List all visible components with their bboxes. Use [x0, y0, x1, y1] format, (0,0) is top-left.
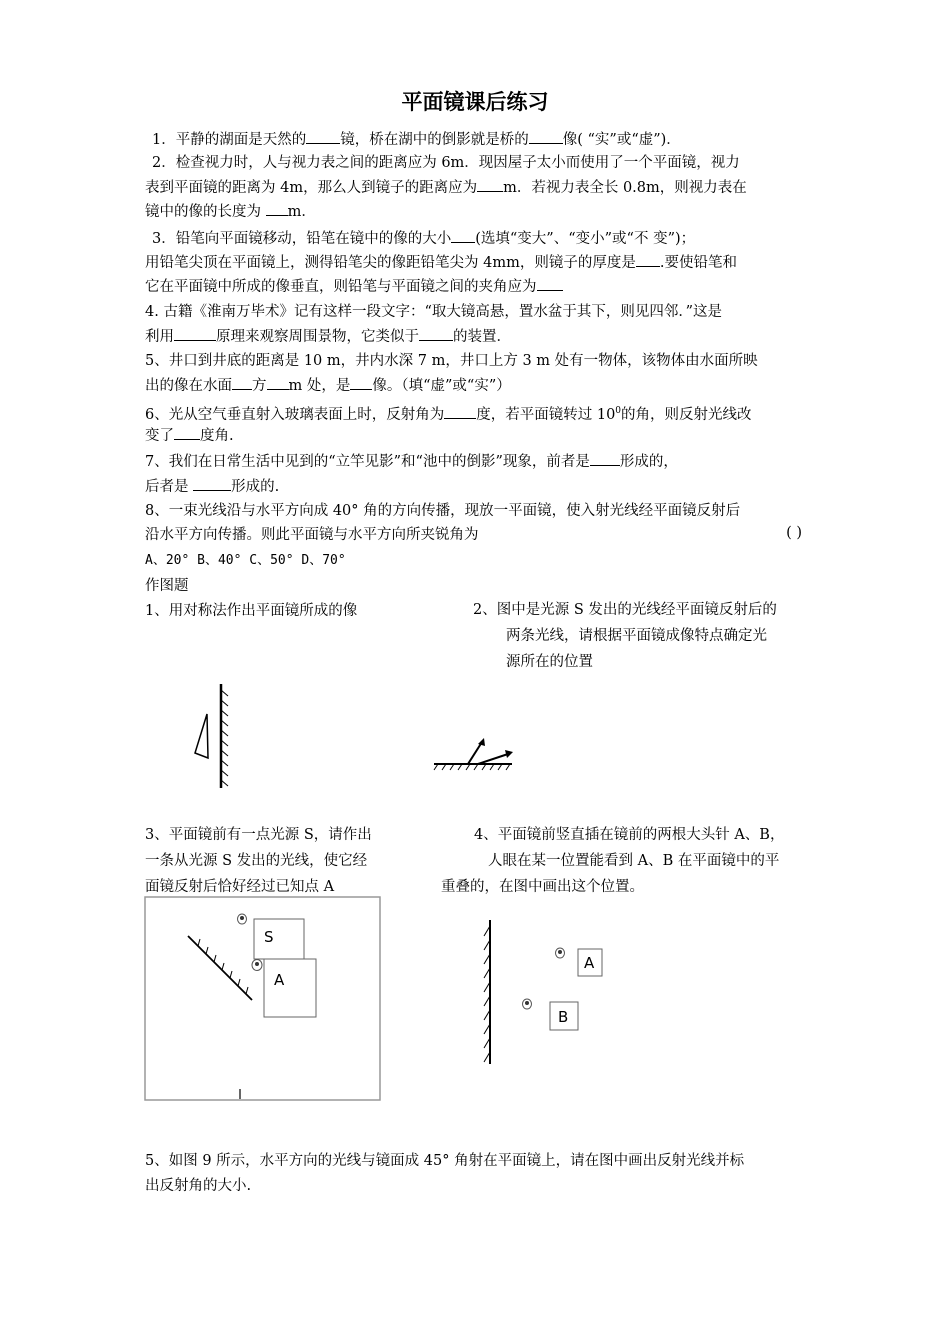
- task-2-line-3: 源所在的位置: [506, 654, 593, 670]
- q1-blank-1[interactable]: [306, 129, 340, 144]
- figure-1-mirror-triangle: [188, 682, 238, 792]
- task-3-line-2: 一条从光源 S 发出的光线，使它经: [145, 853, 368, 869]
- q7-blank-2[interactable]: [193, 476, 231, 491]
- label-s: S: [264, 928, 274, 946]
- question-4-line-1: 4. 古籍《淮南万毕术》记有这样一段文字：“取大镜高悬，置水盆于其下，则见四邻．”这是: [145, 304, 723, 320]
- question-5-line-1: 5、井口到井底的距离是 10 m，井内水深 7 m，井口上方 3 m 处有一物体，该物体由水面所映: [145, 353, 758, 369]
- q4-text-b: 原理来观察周围景物，它类似于: [216, 329, 419, 345]
- q6-text-a: 6、光从空气垂直射入玻璃表面上时，反射角为: [145, 406, 445, 423]
- q4-blank-2[interactable]: [419, 326, 453, 341]
- q5-text-d: 像。（填“虚”或“实”）: [372, 378, 511, 394]
- label-a: A: [584, 954, 595, 972]
- label-b: B: [558, 1008, 569, 1026]
- q6-text-c: 的角，则反射光线改: [621, 406, 752, 423]
- q6-superscript: 0: [615, 406, 622, 416]
- figure-4-pins: [476, 916, 606, 1066]
- drawing-task-5-line-2: 出反射角的大小.: [145, 1178, 252, 1194]
- question-8-options: A、20° B、40° C、50° D、70°: [145, 553, 346, 568]
- q3-text-c: 用铅笔尖顶在平面镜上，测得铅笔尖的像距铅笔尖为 4mm，则镜子的厚度是: [145, 255, 636, 271]
- label-a: A: [274, 971, 285, 989]
- task-4-line-2: 人眼在某一位置能看到 A、B 在平面镜中的平: [488, 853, 780, 869]
- q6-blank-1[interactable]: [444, 404, 476, 419]
- q7-text-d: 形成的.: [231, 479, 280, 495]
- reflected-ray-1: [468, 742, 482, 764]
- figure-2-reflected-rays: [432, 732, 522, 772]
- question-3-line-2: [145, 252, 737, 273]
- q5-text-b: 方: [252, 378, 267, 394]
- question-5-line-2: [145, 375, 511, 396]
- q7-text-b: 形成的，: [619, 454, 678, 470]
- q5-blank-2[interactable]: [267, 375, 289, 390]
- drawing-task-2: [473, 597, 777, 675]
- question-3-line-3: [145, 276, 563, 297]
- q5-blank-1[interactable]: [232, 375, 252, 390]
- point-a-marker: [252, 960, 262, 971]
- q2-blank-2[interactable]: [266, 201, 288, 216]
- question-6-line-2: [145, 425, 234, 446]
- q7-blank-1[interactable]: [590, 451, 620, 466]
- q1-text-a: 1．平静的湖面是天然的: [152, 132, 307, 148]
- drawing-task-1: 1、用对称法作出平面镜所成的像: [145, 603, 358, 619]
- q1-text-c: 像( “实”或“虚”)．: [562, 132, 681, 148]
- question-2-line-2: [145, 177, 747, 198]
- question-8-answer-bracket[interactable]: ( ): [786, 525, 802, 541]
- q1-text-b: 镜，桥在湖中的倒影就是桥的: [340, 132, 529, 148]
- q6-text-b: 度，若平面镜转过 10: [476, 406, 616, 423]
- q5-text-a: 出的像在水面: [145, 378, 232, 394]
- q7-text-c: 后者是: [145, 479, 194, 495]
- q2-text-d: m．: [287, 204, 316, 220]
- question-6-line-1: [145, 401, 752, 425]
- q3-blank-2[interactable]: [636, 252, 660, 267]
- question-8-line-2: 沿水平方向传播。则此平面镜与水平方向所夹锐角为: [145, 527, 479, 543]
- label-box-s: [254, 919, 304, 959]
- q4-text-c: 的装置．: [453, 329, 511, 345]
- question-2-line-1: 2．检查视力时，人与视力表之间的距离应为 6m．现因屋子太小而使用了一个平面镜，视力: [152, 155, 740, 171]
- point-s-marker: [238, 914, 247, 924]
- q2-blank-1[interactable]: [477, 177, 503, 192]
- task-2-line-1: 2、图中是光源 S 发出的光线经平面镜反射后的: [473, 602, 777, 618]
- q3-text-e: 它在平面镜中所成的像垂直，则铅笔与平面镜之间的夹角应为: [145, 279, 537, 295]
- task-4-line-3: 重叠的，在图中画出这个位置。: [441, 879, 644, 895]
- drawing-heading: 作图题: [145, 578, 189, 594]
- q3-blank-1[interactable]: [451, 228, 475, 243]
- question-8-line-1: 8、一束光线沿与水平方向成 40° 角的方向传播，现放一平面镜，使入射光线经平面镜反射后: [145, 503, 741, 519]
- q5-blank-3[interactable]: [350, 375, 372, 390]
- figure-3-light-source: [144, 896, 382, 1102]
- q3-text-d: .要使铅笔和: [659, 255, 737, 271]
- task-3-line-3: 面镜反射后恰好经过已知点 A: [145, 879, 335, 895]
- question-7-line-2: [145, 476, 279, 497]
- question-4-line-2: [145, 326, 511, 347]
- q3-text-b: (选填“变大”、“变小”或“不 变”)；: [475, 231, 696, 247]
- label-box-a: [264, 959, 316, 1017]
- q3-blank-3[interactable]: [537, 276, 563, 291]
- q3-text-a: 3．铅笔向平面镜移动，铅笔在镜中的像的大小: [152, 231, 452, 247]
- question-1: [152, 129, 681, 150]
- task-4-line-1: 4、平面镜前竖直插在镜前的两根大头针 A、B，: [474, 827, 785, 843]
- pin-a-marker: [556, 948, 565, 958]
- triangle-object: [195, 714, 208, 758]
- reflected-ray-2: [478, 754, 508, 764]
- question-3-line-1: [152, 228, 695, 249]
- q2-text-b: m．若视力表全长 0.8m，则视力表在: [503, 180, 747, 196]
- drawing-task-3: [145, 822, 372, 900]
- q6-text-e: 度角.: [200, 428, 234, 444]
- page-title: 平面镜课后练习: [401, 90, 549, 114]
- question-2-line-3: [145, 201, 316, 222]
- q6-blank-2[interactable]: [174, 425, 200, 440]
- q7-text-a: 7、我们在日常生活中见到的“立竿见影”和“池中的倒影”现象，前者是: [145, 454, 590, 470]
- q1-blank-2[interactable]: [529, 129, 563, 144]
- question-7-line-1: [145, 451, 678, 472]
- q6-text-d: 变了: [145, 428, 174, 444]
- drawing-task-4: [441, 822, 784, 900]
- task-2-line-2: 两条光线，请根据平面镜成像特点确定光: [506, 628, 767, 644]
- pin-b-marker: [523, 999, 532, 1009]
- q4-text-a: 利用: [145, 329, 174, 345]
- q5-text-c: m 处，是: [288, 378, 351, 394]
- drawing-task-5-line-1: 5、如图 9 所示，水平方向的光线与镜面成 45° 角射在平面镜上，请在图中画出反射光线并标: [145, 1153, 745, 1169]
- task-3-line-1: 3、平面镜前有一点光源 S，请作出: [145, 827, 372, 843]
- q2-text-c: 镜中的像的长度为: [145, 204, 266, 220]
- q2-text-a: 表到平面镜的距离为 4m，那么人到镜子的距离应为: [145, 180, 478, 196]
- q4-blank-1[interactable]: [174, 326, 216, 341]
